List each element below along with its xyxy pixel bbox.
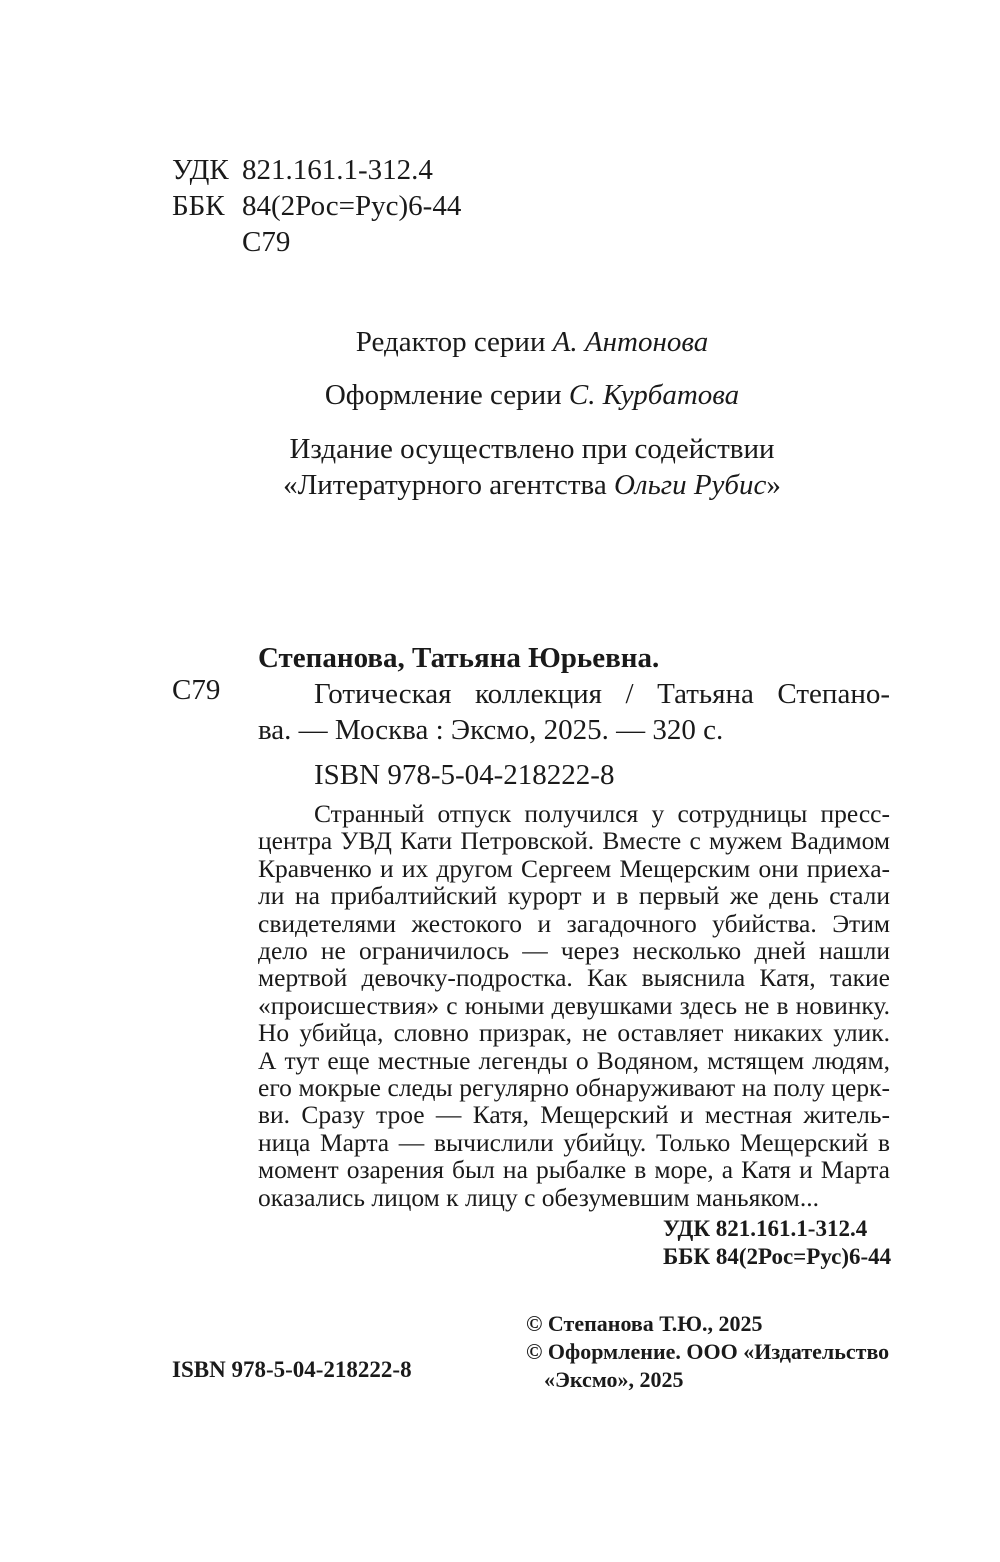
series-design-credit <box>0 377 1000 413</box>
copyright-publisher: «Эксмо», 2025 <box>544 1367 684 1392</box>
series-design-prefix: Оформление серии <box>324 379 562 411</box>
classification-codes-top <box>172 152 461 260</box>
annotation-line: дело не ограничилось — через несколько дней нашли <box>258 936 890 966</box>
record-isbn: ISBN 978-5-04-218222-8 <box>314 759 615 791</box>
annotation-line: Кравченко и их другом Сергеем Мещерским они приеха- <box>258 853 890 883</box>
annotation-line: свидетелями жестокого и загадочного убийства. Этим <box>258 908 890 938</box>
series-editor-prefix: Редактор серии <box>355 326 546 358</box>
annotation-line: А тут еще местные легенды о Водяном, мстящем людям, <box>258 1045 890 1075</box>
annotation-line: оказались лицом к лицу с обезумевшим маньяком... <box>258 1182 819 1212</box>
annotation-line: ви. Сразу трое — Катя, Мещерский и местная житель- <box>258 1100 890 1130</box>
classification-codes-bottom <box>663 1215 891 1271</box>
record-title-line-2: ва. — Москва : Эксмо, 2025. — 320 с. <box>258 714 724 746</box>
copyright-author: © Степанова Т.Ю., 2025 <box>526 1311 763 1336</box>
bbk-bold: ББК 84(2Рос=Рус)6-44 <box>663 1244 892 1269</box>
series-editor-name: А. Антонова <box>552 326 709 358</box>
copyright-block <box>526 1310 889 1394</box>
annotation-line: Странный отпуск получился у сотрудницы пресс- <box>314 799 890 828</box>
annotation-line: его мокрые следы регулярно обнаруживают на полу церк- <box>258 1073 890 1103</box>
record-author-mark: С79 <box>172 674 221 706</box>
support-agency-prefix: «Литературного агентства <box>283 469 607 501</box>
support-agency-suffix: » <box>766 469 781 501</box>
record-author: Степанова, Татьяна Юрьевна. <box>258 642 660 674</box>
record-title-line-1: Готическая коллекция / Татьяна Степано- <box>314 678 890 710</box>
annotation-line: «происшествия» с юными девушками здесь не в новинку. <box>258 990 890 1020</box>
annotation-line: Но убийца, словно призрак, не оставляет никаких улик. <box>258 1018 890 1048</box>
udk-bold: УДК 821.161.1-312.4 <box>663 1216 868 1241</box>
isbn-bottom: ISBN 978-5-04-218222-8 <box>172 1357 412 1382</box>
series-editor-credit <box>0 324 1000 360</box>
udk-value: 821.161.1-312.4 <box>242 154 433 186</box>
support-agency-name: Ольги Рубис <box>613 469 767 501</box>
bbk-row <box>172 188 461 224</box>
annotation <box>258 800 890 1211</box>
publication-support-line-1: Издание осуществлено при содействии <box>289 433 775 465</box>
annotation-line: центра УВД Кати Петровской. Вместе с мужем Вадимом <box>258 826 890 856</box>
bbk-value: 84(2Рос=Рус)6-44 <box>242 190 462 222</box>
annotation-line: ли на прибалтийский курорт и в первый же день стали <box>258 881 890 911</box>
copyright-design: © Оформление. ООО «Издательство <box>526 1339 890 1364</box>
series-design-name: С. Курбатова <box>568 379 740 411</box>
udk-row <box>172 152 461 188</box>
author-mark-row <box>172 224 461 260</box>
author-mark: С79 <box>242 226 291 258</box>
bbk-label: ББК <box>172 190 225 222</box>
annotation-line: ница Марта — вычислили убийцу. Только Мещерский в <box>258 1127 890 1157</box>
publication-support-line-2 <box>0 467 1000 503</box>
annotation-line: момент озарения был на рыбалке в море, а Катя и Марта <box>258 1155 890 1185</box>
annotation-line: мертвой девочку-подростка. Как выяснила Катя, такие <box>258 963 890 993</box>
udk-label: УДК <box>172 154 229 186</box>
